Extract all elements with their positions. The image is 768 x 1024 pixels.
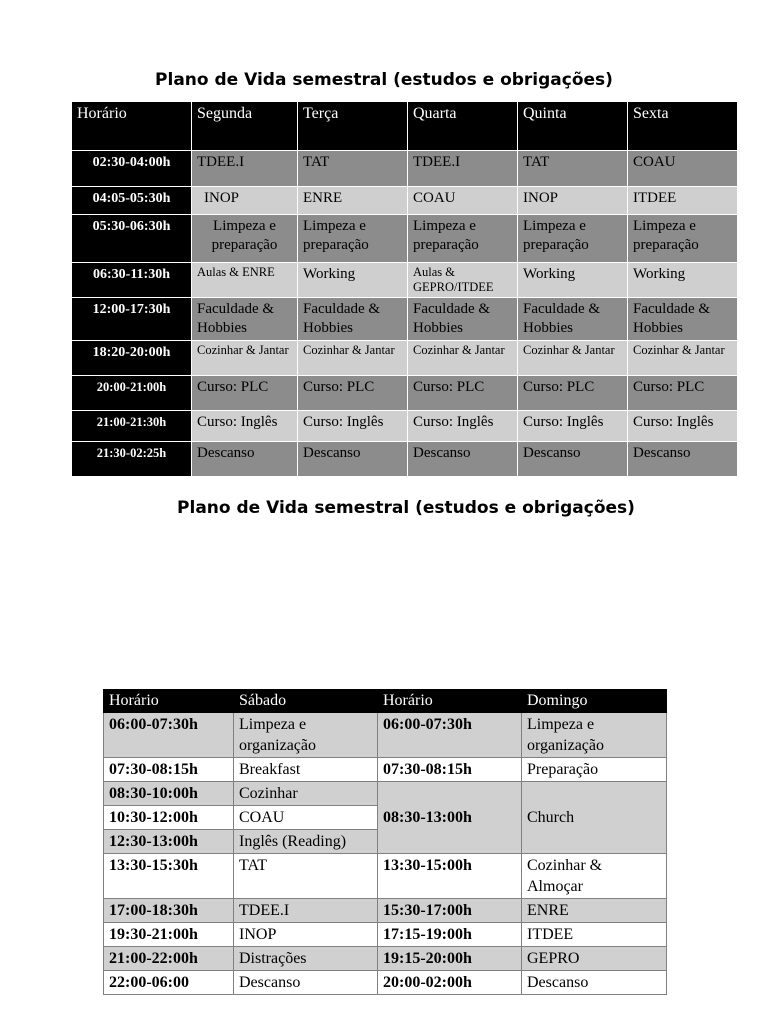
header-terca: Terça <box>298 102 408 151</box>
table-row <box>104 713 667 758</box>
sun-time-cell: 07:30-08:15h <box>378 758 522 782</box>
header-domingo: Domingo <box>522 690 667 713</box>
sat-activity-cell: Inglês (Reading) <box>234 830 378 854</box>
sat-activity-cell: Distrações <box>234 947 378 971</box>
table-cell: Limpeza e preparação <box>408 215 518 263</box>
table-cell: INOP <box>192 187 298 215</box>
table-row <box>72 298 738 341</box>
table-cell: Curso: PLC <box>408 376 518 411</box>
time-cell: 21:30-02:25h <box>72 442 192 477</box>
table-cell: Faculdade & Hobbies <box>408 298 518 341</box>
table-cell: Curso: Inglês <box>628 411 738 442</box>
table-cell: Curso: PLC <box>518 376 628 411</box>
table-cell: Faculdade & Hobbies <box>192 298 298 341</box>
table-cell: Descanso <box>192 442 298 477</box>
weekend-header-row <box>104 690 667 713</box>
table-row <box>104 971 667 995</box>
table-row <box>72 442 738 477</box>
time-cell: 05:30-06:30h <box>72 215 192 263</box>
header-segunda: Segunda <box>192 102 298 151</box>
table-cell: TDEE.I <box>408 151 518 187</box>
table-row <box>72 341 738 376</box>
table-cell: Descanso <box>628 442 738 477</box>
sat-time-cell: 13:30-15:30h <box>104 854 234 899</box>
table-cell: Aulas & ENRE <box>192 263 298 298</box>
table-cell: Faculdade & Hobbies <box>298 298 408 341</box>
table-row <box>72 263 738 298</box>
table-cell: Cozinhar & Jantar <box>192 341 298 376</box>
table-cell: INOP <box>518 187 628 215</box>
table-row <box>72 411 738 442</box>
header-horario-sabado: Horário <box>104 690 234 713</box>
table-cell: Descanso <box>298 442 408 477</box>
sat-activity-cell: Limpeza e organização <box>234 713 378 758</box>
sun-activity-cell: Cozinhar & Almoçar <box>522 854 667 899</box>
sat-time-cell: 21:00-22:00h <box>104 947 234 971</box>
page-title: Plano de Vida semestral (estudos e obrigações) <box>155 70 613 90</box>
table-cell: Curso: PLC <box>192 376 298 411</box>
time-cell: 02:30-04:00h <box>72 151 192 187</box>
table-row <box>72 187 738 215</box>
table-cell: Faculdade & Hobbies <box>628 298 738 341</box>
sun-activity-cell: Preparação <box>522 758 667 782</box>
table-cell: Curso: PLC <box>298 376 408 411</box>
sat-time-cell: 10:30-12:00h <box>104 806 234 830</box>
table-cell: ITDEE <box>628 187 738 215</box>
sat-time-cell: 07:30-08:15h <box>104 758 234 782</box>
table-cell: Limpeza e preparação <box>298 215 408 263</box>
table-cell: Aulas & GEPRO/ITDEE <box>408 263 518 298</box>
table-cell: Limpeza e preparação <box>518 215 628 263</box>
table-cell: Working <box>298 263 408 298</box>
sun-time-cell: 19:15-20:00h <box>378 947 522 971</box>
table-row <box>72 215 738 263</box>
sat-activity-cell: Descanso <box>234 971 378 995</box>
time-cell: 21:00-21:30h <box>72 411 192 442</box>
table-row <box>104 923 667 947</box>
table-row <box>104 758 667 782</box>
sun-time-cell: 13:30-15:00h <box>378 854 522 899</box>
time-cell: 12:00-17:30h <box>72 298 192 341</box>
table-cell: Curso: PLC <box>628 376 738 411</box>
sat-activity-cell: COAU <box>234 806 378 830</box>
table-cell: Cozinhar & Jantar <box>518 341 628 376</box>
table-row <box>104 854 667 899</box>
sat-time-cell: 06:00-07:30h <box>104 713 234 758</box>
header-sabado: Sábado <box>234 690 378 713</box>
sat-time-cell: 17:00-18:30h <box>104 899 234 923</box>
table-cell: TAT <box>298 151 408 187</box>
table-row <box>72 376 738 411</box>
table-row <box>72 151 738 187</box>
time-cell: 04:05-05:30h <box>72 187 192 215</box>
table-cell: COAU <box>628 151 738 187</box>
sun-activity-cell: Church <box>522 782 667 854</box>
header-quinta: Quinta <box>518 102 628 151</box>
table-cell: TDEE.I <box>192 151 298 187</box>
table-cell: Limpeza e preparação <box>192 215 298 263</box>
weekday-header-row <box>72 102 738 151</box>
weekday-schedule-table <box>71 101 738 477</box>
sun-time-cell: 17:15-19:00h <box>378 923 522 947</box>
sun-activity-cell: Descanso <box>522 971 667 995</box>
sat-activity-cell: TAT <box>234 854 378 899</box>
table-cell: COAU <box>408 187 518 215</box>
sun-time-cell: 08:30-13:00h <box>378 782 522 854</box>
time-cell: 06:30-11:30h <box>72 263 192 298</box>
table-cell: Curso: Inglês <box>408 411 518 442</box>
sat-activity-cell: TDEE.I <box>234 899 378 923</box>
weekend-schedule-table <box>103 689 667 995</box>
time-cell: 18:20-20:00h <box>72 341 192 376</box>
sat-time-cell: 22:00-06:00 <box>104 971 234 995</box>
sat-activity-cell: Breakfast <box>234 758 378 782</box>
table-cell: ENRE <box>298 187 408 215</box>
header-horario-domingo: Horário <box>378 690 522 713</box>
sat-activity-cell: INOP <box>234 923 378 947</box>
sun-time-cell: 06:00-07:30h <box>378 713 522 758</box>
table-cell: Limpeza e preparação <box>628 215 738 263</box>
table-row <box>104 782 667 806</box>
table-cell: Cozinhar & Jantar <box>298 341 408 376</box>
header-horario: Horário <box>72 102 192 151</box>
table-cell: Working <box>518 263 628 298</box>
sat-time-cell: 19:30-21:00h <box>104 923 234 947</box>
sun-activity-cell: ENRE <box>522 899 667 923</box>
header-sexta: Sexta <box>628 102 738 151</box>
table-cell: Descanso <box>518 442 628 477</box>
sun-activity-cell: GEPRO <box>522 947 667 971</box>
sun-activity-cell: ITDEE <box>522 923 667 947</box>
sun-activity-cell: Limpeza e organização <box>522 713 667 758</box>
sat-time-cell: 12:30-13:00h <box>104 830 234 854</box>
table-cell: Curso: Inglês <box>298 411 408 442</box>
table-cell: Curso: Inglês <box>192 411 298 442</box>
header-quarta: Quarta <box>408 102 518 151</box>
table-cell: Descanso <box>408 442 518 477</box>
table-cell: Faculdade & Hobbies <box>518 298 628 341</box>
table-cell: Cozinhar & Jantar <box>408 341 518 376</box>
table-cell: Cozinhar & Jantar <box>628 341 738 376</box>
table-cell: Curso: Inglês <box>518 411 628 442</box>
sat-activity-cell: Cozinhar <box>234 782 378 806</box>
time-cell: 20:00-21:00h <box>72 376 192 411</box>
sun-time-cell: 20:00-02:00h <box>378 971 522 995</box>
table-row <box>104 947 667 971</box>
table-cell: TAT <box>518 151 628 187</box>
table-cell: Working <box>628 263 738 298</box>
table-row <box>104 899 667 923</box>
section-title: Plano de Vida semestral (estudos e obrigações) <box>177 498 635 518</box>
sun-time-cell: 15:30-17:00h <box>378 899 522 923</box>
sat-time-cell: 08:30-10:00h <box>104 782 234 806</box>
